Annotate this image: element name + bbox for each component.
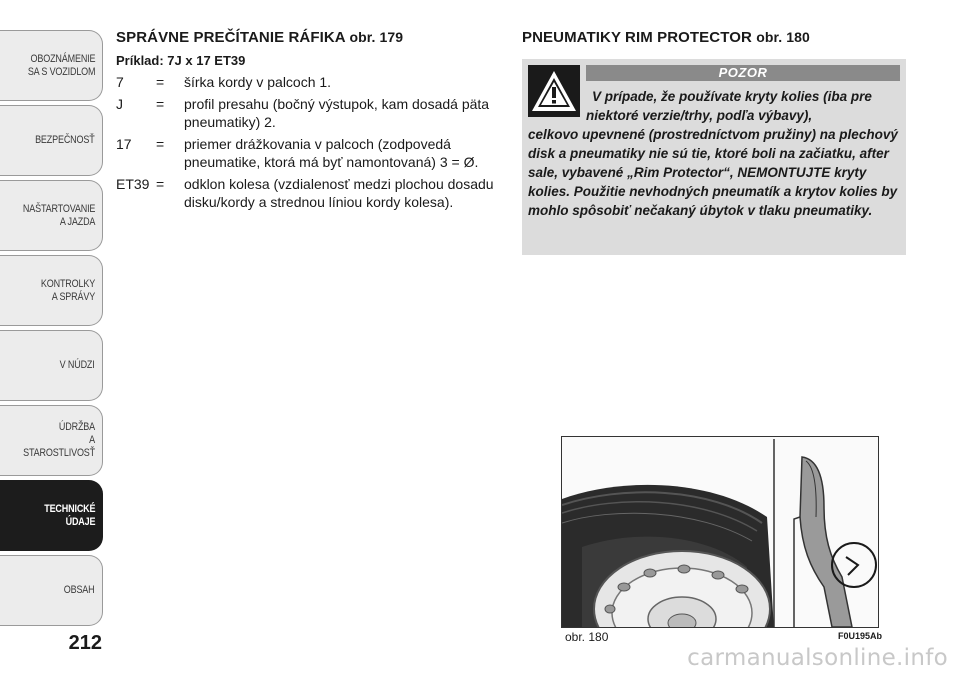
tire-drawing: [562, 437, 879, 628]
warning-box: [522, 59, 906, 255]
tab-nastartovanie[interactable]: NAŠTARTOVANIE A JAZDA: [0, 180, 103, 251]
definition-text: šírka kordy v palcoch 1.: [184, 74, 332, 90]
figure-code: F0U195Ab: [838, 631, 883, 641]
definition-item: [116, 73, 496, 91]
warning-body: celkovo upevnené (prostredníctvom pružiny) na plechový disk a pneumatiky nie sú tie, ktoré boli na začiatku, after sale, vybavené „Rim Protector“, NEMONTUJTE kryty kolies. Použitie nevhodných pneumatík a krytov kolies by mohlo spôsobiť nečakaný úbytok v tlaku pneumatiky.: [528, 127, 898, 218]
rim-protector-section: [522, 29, 906, 255]
definition-equals: =: [156, 74, 165, 90]
tab-technicke-udaje[interactable]: TECHNICKÉ ÚDAJE: [0, 480, 103, 551]
tire-rim-illustration: [561, 436, 879, 628]
figure-caption: obr. 180: [565, 630, 609, 644]
tab-udrzba[interactable]: ÚDRŽBA A STAROSTLIVOSŤ: [0, 405, 103, 476]
definition-equals: =: [156, 176, 165, 192]
rim-reading-section: [116, 29, 496, 215]
warning-first-line: V prípade, že používate kryty kolies (iba pre niektoré verzie/trhy, podľa výbavy),: [586, 89, 872, 123]
tab-kontrolky[interactable]: KONTROLKY A SPRÁVY: [0, 255, 103, 326]
definition-text: profil presahu (bočný výstupok, kam dosadá päta pneumatiky) 2.: [184, 96, 490, 130]
heading-figure-ref: obr. 180: [756, 29, 810, 45]
tab-bezpecnost[interactable]: BEZPEČNOSŤ: [0, 105, 103, 176]
definition-equals: =: [156, 96, 165, 112]
tab-obsah[interactable]: OBSAH: [0, 555, 103, 626]
watermark-text: carmanualsonline.info: [687, 645, 948, 671]
definition-text: priemer drážkovania v palcoch (zodpovedá pneumatike, ktorá má byť namontovaná) 3 = Ø.: [184, 136, 479, 170]
definition-equals: =: [156, 136, 165, 152]
definition-term: J: [116, 96, 123, 112]
definition-item: [116, 95, 496, 131]
example-line: Príklad: 7J x 17 ET39: [116, 53, 246, 68]
definition-term: ET39: [116, 176, 150, 192]
definition-item: [116, 175, 496, 211]
tab-oboznamenie[interactable]: OBOZNÁMENIE SA S VOZIDLOM: [0, 30, 103, 101]
section-heading: [522, 29, 906, 46]
definition-term: 7: [116, 74, 124, 90]
page-number: 212: [68, 632, 102, 654]
warning-banner: POZOR: [586, 65, 900, 81]
definition-text: odklon kolesa (vzdialenosť medzi plochou dosadu disku/kordy a strednou líniou kordy kolesa).: [184, 176, 494, 210]
heading-title: PNEUMATIKY RIM PROTECTOR: [522, 29, 752, 46]
warning-triangle-icon: [528, 65, 580, 117]
heading-figure-ref: obr. 179: [349, 29, 404, 45]
tab-v-nudzi[interactable]: V NÚDZI: [0, 330, 103, 401]
definition-list: [116, 73, 496, 211]
section-heading: [116, 29, 496, 46]
heading-title: SPRÁVNE PREČÍTANIE RÁFIKA: [116, 29, 346, 46]
definition-item: [116, 135, 496, 171]
warning-text: [528, 87, 900, 220]
definition-term: 17: [116, 136, 132, 152]
